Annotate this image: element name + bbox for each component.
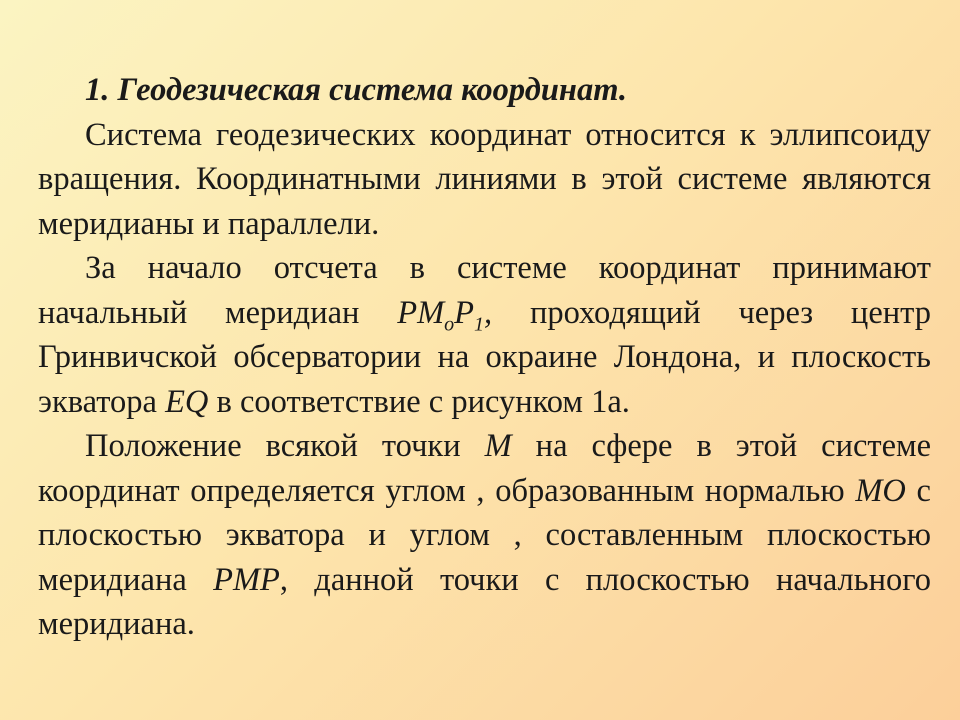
- paragraph-origin-text-1: За начало отсчета в системе координат принимают начальный меридиан: [38, 250, 931, 331]
- symbol-mo: MO: [855, 472, 906, 509]
- paragraph-origin-text-3: в соответствие с рисунком 1а.: [208, 383, 630, 420]
- paragraph-position-text-2: на сфере в этой системе координат определяется углом , образованным нормалью: [38, 428, 932, 509]
- paragraph-point-position: [38, 424, 931, 647]
- section-heading: 1. Геодезическая система координат.: [85, 72, 627, 108]
- symbol-pmp: PMP: [213, 561, 280, 598]
- symbol-eq: EQ: [165, 383, 209, 420]
- paragraph-geodetic-system: Система геодезических координат относится к эллипсоиду вращения. Координатными линиями в этой системе являются меридианы и параллели.: [38, 116, 931, 242]
- symbol-p: P: [454, 294, 475, 331]
- paragraph-origin-text-2: проходящий через центр Гринвичской обсерватории на окраине Лондона, и плоскость экватора: [38, 294, 931, 420]
- paragraph-position-text-3: с плоскостью экватора и углом , составленным плоскостью меридиана: [38, 472, 931, 598]
- slide-content: [38, 68, 931, 668]
- symbol-subscript-1: 1: [474, 313, 485, 335]
- symbol-subscript-o: o: [444, 313, 455, 335]
- paragraph-position-text-4: , данной точки с плоскостью начального меридиана.: [38, 561, 931, 642]
- paragraph-origin: [38, 246, 931, 424]
- paragraph-position-text-1: Положение всякой точки: [85, 428, 485, 464]
- symbol-m: M: [484, 428, 512, 464]
- symbol-comma: ,: [484, 294, 493, 331]
- symbol-pm: PM: [397, 294, 445, 331]
